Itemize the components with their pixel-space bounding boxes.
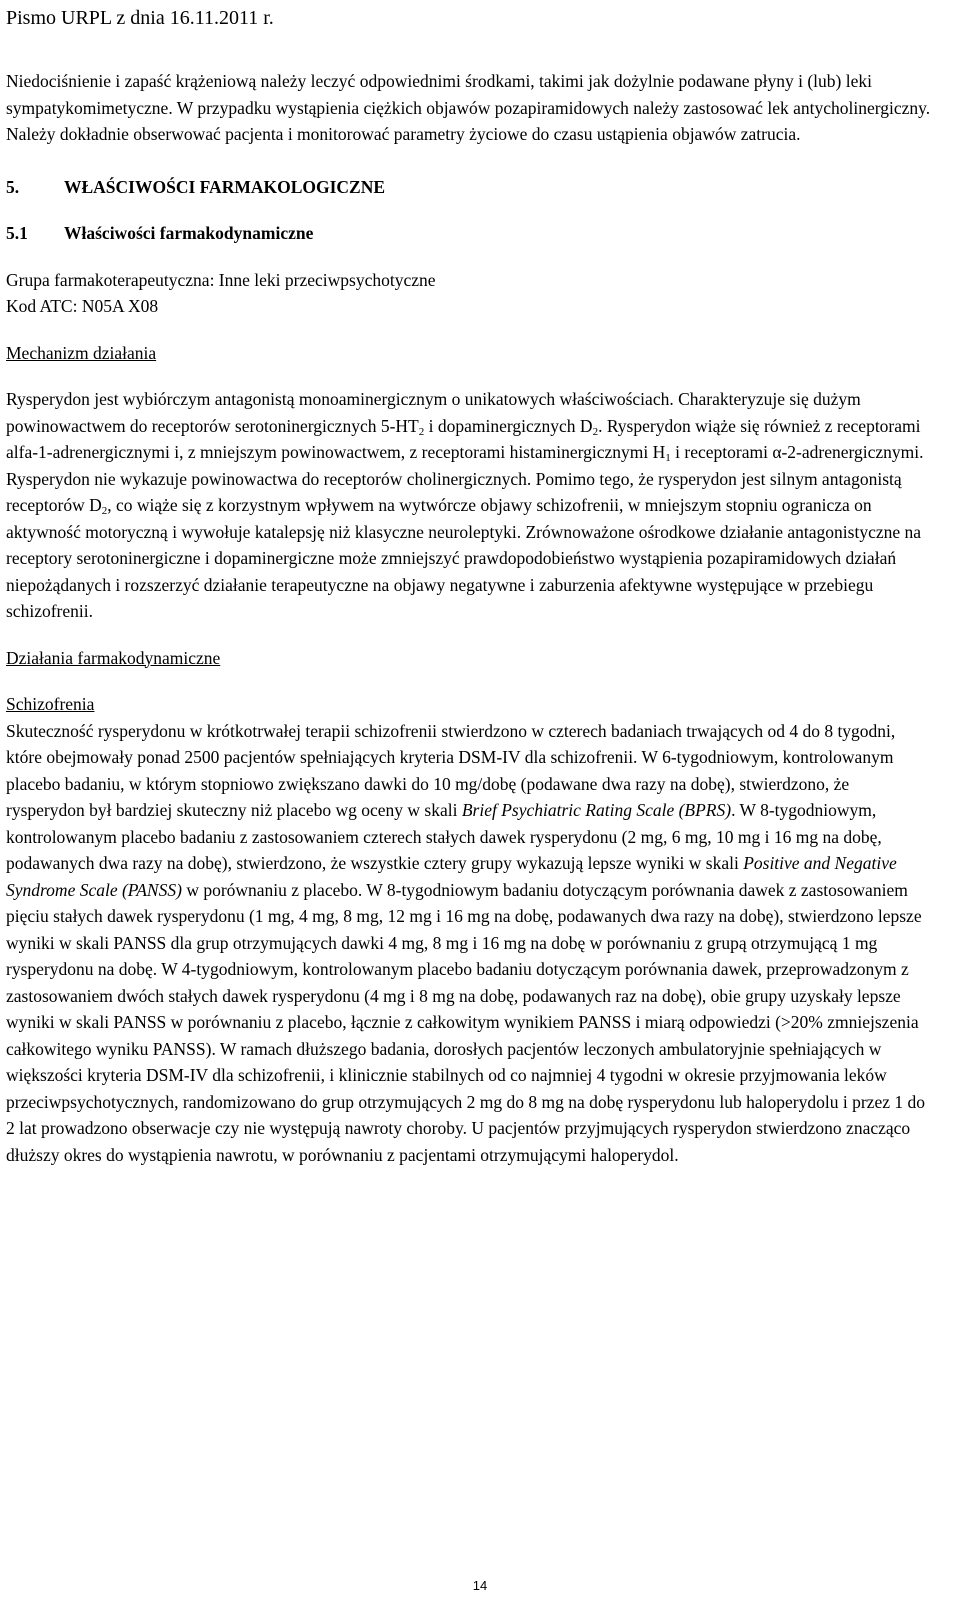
mechanism-text-4: i receptorami α-2-adrenergicznymi. Rysperydon nie wykazuje powinowactwa do receptorów cholinergicznych. Pomimo tego, że rysperydon jest silnym antagonistą receptorów D	[6, 442, 924, 515]
effects-text-2: . W 8-tygodniowym, kontrolowanym placebo badaniu z zastosowaniem czterech stałych dawek rysperydonu (2 mg, 6 mg, 10 mg i 16 mg na dobę, podawanych dwa razy na dobę), stwierdzono, że wszystkie cztery grupy wykazują lepsze wyniki w skali	[6, 800, 882, 873]
effects-text-1: Skuteczność rysperydonu w krótkotrwałej terapii schizofrenii stwierdzono w czterech badaniach trwających od 4 do 8 tygodni, które obejmowały ponad 2500 pacjentów spełniających kryteria DSM-IV dla schizofrenii. W 6-tygodniowym, kontrolowanym placebo badaniu, w którym stopniowo zwiększano dawki do 10 mg/dobę (podawane dwa razy na dobę), stwierdzono, że rysperydon był bardziej skuteczny niż placebo wg oceny w skali	[6, 720, 896, 820]
mechanism-heading: Mechanizm działania	[6, 342, 157, 363]
schizophrenia-paragraph	[6, 718, 932, 1169]
effects-text-3: w porównaniu z placebo. W 8-tygodniowym badaniu dotyczącym porównania dawek z zastosowaniem pięciu stałych dawek rysperydonu (1 mg, 4 mg, 8 mg, 12 mg i 16 mg na dobę, podawanych dwa razy na dobę), stwierdzono lepsze wyniki w skali PANSS dla grup otrzymujących dawki 4 mg, 8 mg i 16 mg na dobę w porównaniu z grupą otrzymującą 1 mg rysperydonu na dobę. W 4-tygodniowym, kontrolowanym placebo badaniu dotyczącym porównania dawek, przeprowadzonym z zastosowaniem dwóch stałych dawek rysperydonu (4 mg i 8 mg na dobę, podawanych raz na dobę), obie grupy uzyskały lepsze wyniki w skali PANSS w porównaniu z placebo, łącznie z całkowitym wynikiem PANSS i miarą odpowiedzi (>20% zmniejszenia całkowitego wyniku PANSS). W ramach dłuższego badania, dorosłych pacjentów leczonych ambulatoryjnie spełniających w większości kryteria DSM-IV dla schizofrenii, i klinicznie stabilnych od co najmniej 4 tygodni w okresie przyjmowania leków przeciwpsychotycznych, randomizowano do grup otrzymujących 2 mg do 8 mg na dobę rysperydonu lub haloperydolu i przez 1 do 2 lat prowadzono obserwacje czy nie występują nawroty choroby. U pacjentów przyjmujących rysperydon stwierdzono znacząco dłuższy okres do wystąpienia nawrotu, w porównaniu z pacjentami otrzymującymi haloperydol.	[6, 879, 925, 1165]
mechanism-sub-2: 2	[592, 425, 599, 438]
mechanism-paragraph	[6, 386, 932, 625]
mechanism-text-2: i dopaminergicznych D	[424, 415, 593, 436]
schizophrenia-heading: Schizofrenia	[6, 694, 95, 714]
section-5-heading	[6, 174, 932, 201]
pharmacotherapeutic-group: Grupa farmakoterapeutyczna: Inne leki przeciwpsychotyczne	[6, 269, 436, 290]
section-5-1-number: 5.1	[6, 223, 28, 243]
mechanism-sub-1: 2	[418, 425, 425, 438]
page-header: Pismo URPL z dnia 16.11.2011 r.	[6, 7, 274, 29]
section-5-1-heading	[6, 220, 932, 247]
section-5-number: 5.	[6, 176, 20, 197]
atc-code: Kod ATC: N05A X08	[6, 296, 159, 316]
mechanism-text-5: , co wiąże się z korzystnym wpływem na wytwórcze objawy schizofrenii, w mniejszym stopniu ogranicza on aktywność motoryczną i wywołuje katalepsję niż klasyczne neuroleptyki. Zrównoważone ośrodkowe działanie antagonistyczne na receptory serotoninergiczne i dopaminergiczne może zmniejszyć prawdopodobieństwo wystąpienia pozapiramidowych działań niepożądanych i rozszerzyć działanie terapeutyczne na objawy negatywne i zaburzenia afektywne występujące w przebiegu schizofrenii.	[6, 495, 922, 621]
mechanism-sub-3: 1	[665, 452, 671, 464]
section-5-1-title: Właściwości farmakodynamiczne	[64, 223, 314, 243]
document-body	[6, 68, 932, 1168]
bprs-scale-name: Brief Psychiatric Rating Scale (BPRS)	[461, 800, 732, 820]
pharmacodynamic-effects-heading: Działania farmakodynamiczne	[6, 647, 221, 668]
intro-paragraph: Niedociśnienie i zapaść krążeniową należy leczyć odpowiednimi środkami, takimi jak dożylnie podawane płyny i (lub) leki sympatykomimetyczne. W przypadku wystąpienia ciężkich objawów pozapiramidowych należy zastosować lek antycholinergiczny. Należy dokładnie obserwować pacjenta i monitorować parametry życiowe do czasu ustąpienia objawów zatrucia.	[6, 71, 931, 144]
section-5-title: WŁAŚCIWOŚCI FARMAKOLOGICZNE	[64, 176, 386, 197]
mechanism-sub-4: 2	[101, 505, 108, 517]
panss-scale-name: Positive and Negative Syndrome Scale (PANSS)	[6, 853, 897, 900]
mechanism-text-1: Rysperydon jest wybiórczym antagonistą monoaminergicznym o unikatowych właściwościach. Charakteryzuje się dużym powinowactwem do receptorów serotoninergicznych 5-HT	[6, 389, 861, 436]
mechanism-text-3: . Rysperydon wiąże się również z receptorami alfa-1-adrenergicznymi i, z mniejszym powinowactwem, z receptorami histaminergicznymi H	[6, 415, 921, 462]
page-number: 14	[472, 1578, 488, 1593]
